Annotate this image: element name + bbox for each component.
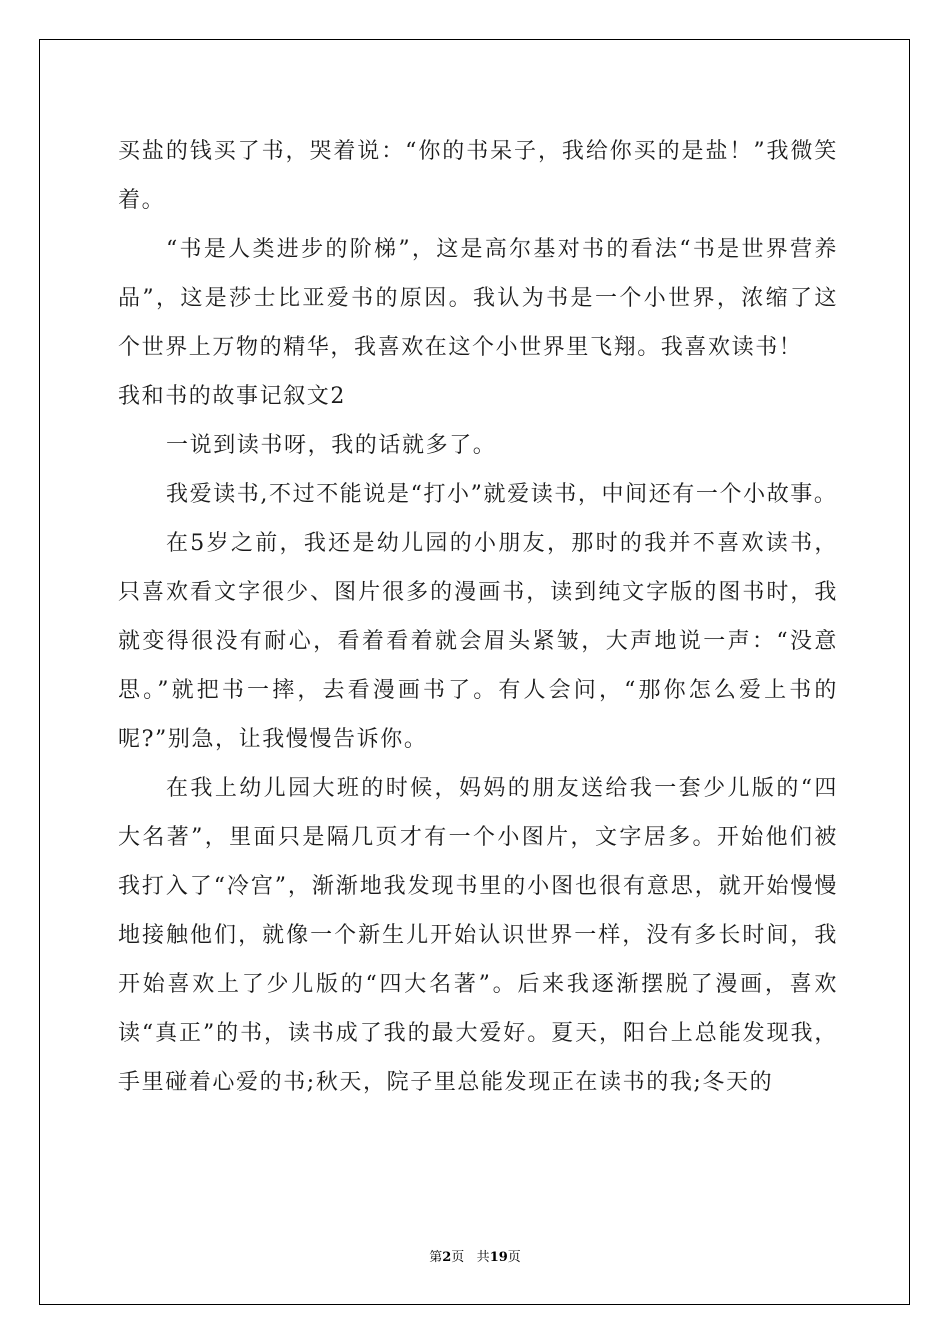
paragraph: 我爱读书,不过不能说是“打小”就爱读书，中间还有一个小故事。 [166,482,838,507]
total-prefix: 共 [476,1250,490,1265]
total-pages: 19 [489,1250,508,1265]
page-number: 2 [442,1250,452,1265]
page-prefix: 第 [429,1250,443,1265]
total-suffix: 页 [507,1250,521,1265]
page-footer [0,1246,950,1265]
page-suffix: 页 [451,1250,465,1265]
paragraph: 买盐的钱买了书，哭着说：“你的书呆子，我给你买的是盐！”我微笑着。 [118,139,838,213]
paragraph: “书是人类进步的阶梯”，这是高尔基对书的看法“书是世界营养品”，这是莎士比亚爱书的原因。我认为书是一个小世界，浓缩了这个世界上万物的精华，我喜欢在这个小世界里飞翔。我喜欢读书！ [118,237,838,360]
document-body [118,127,838,1107]
section-heading: 我和书的故事记叙文2 [118,384,346,409]
paragraph: 在我上幼儿园大班的时候，妈妈的朋友送给我一套少儿版的“四大名著”，里面只是隔几页才有一个小图片，文字居多。开始他们被我打入了“冷宫”，渐渐地我发现书里的小图也很有意思，就开始慢慢地接触他们，就像一个新生儿开始认识世界一样，没有多长时间，我开始喜欢上了少儿版的“四大名著”。后来我逐渐摆脱了漫画，喜欢读“真正”的书，读书成了我的最大爱好。夏天，阳台上总能发现我，手里碰着心爱的书;秋天，院子里总能发现正在读书的我;冬天的 [118,776,838,1095]
paragraph: 一说到读书呀，我的话就多了。 [166,433,497,458]
paragraph: 在5岁之前，我还是幼儿园的小朋友，那时的我并不喜欢读书，只喜欢看文字很少、图片很多的漫画书，读到纯文字版的图书时，我就变得很没有耐心，看着看着就会眉头紧皱，大声地说一声：“没意思。”就把书一摔，去看漫画书了。有人会问，“那你怎么爱上书的呢?”别急，让我慢慢告诉你。 [118,531,838,752]
